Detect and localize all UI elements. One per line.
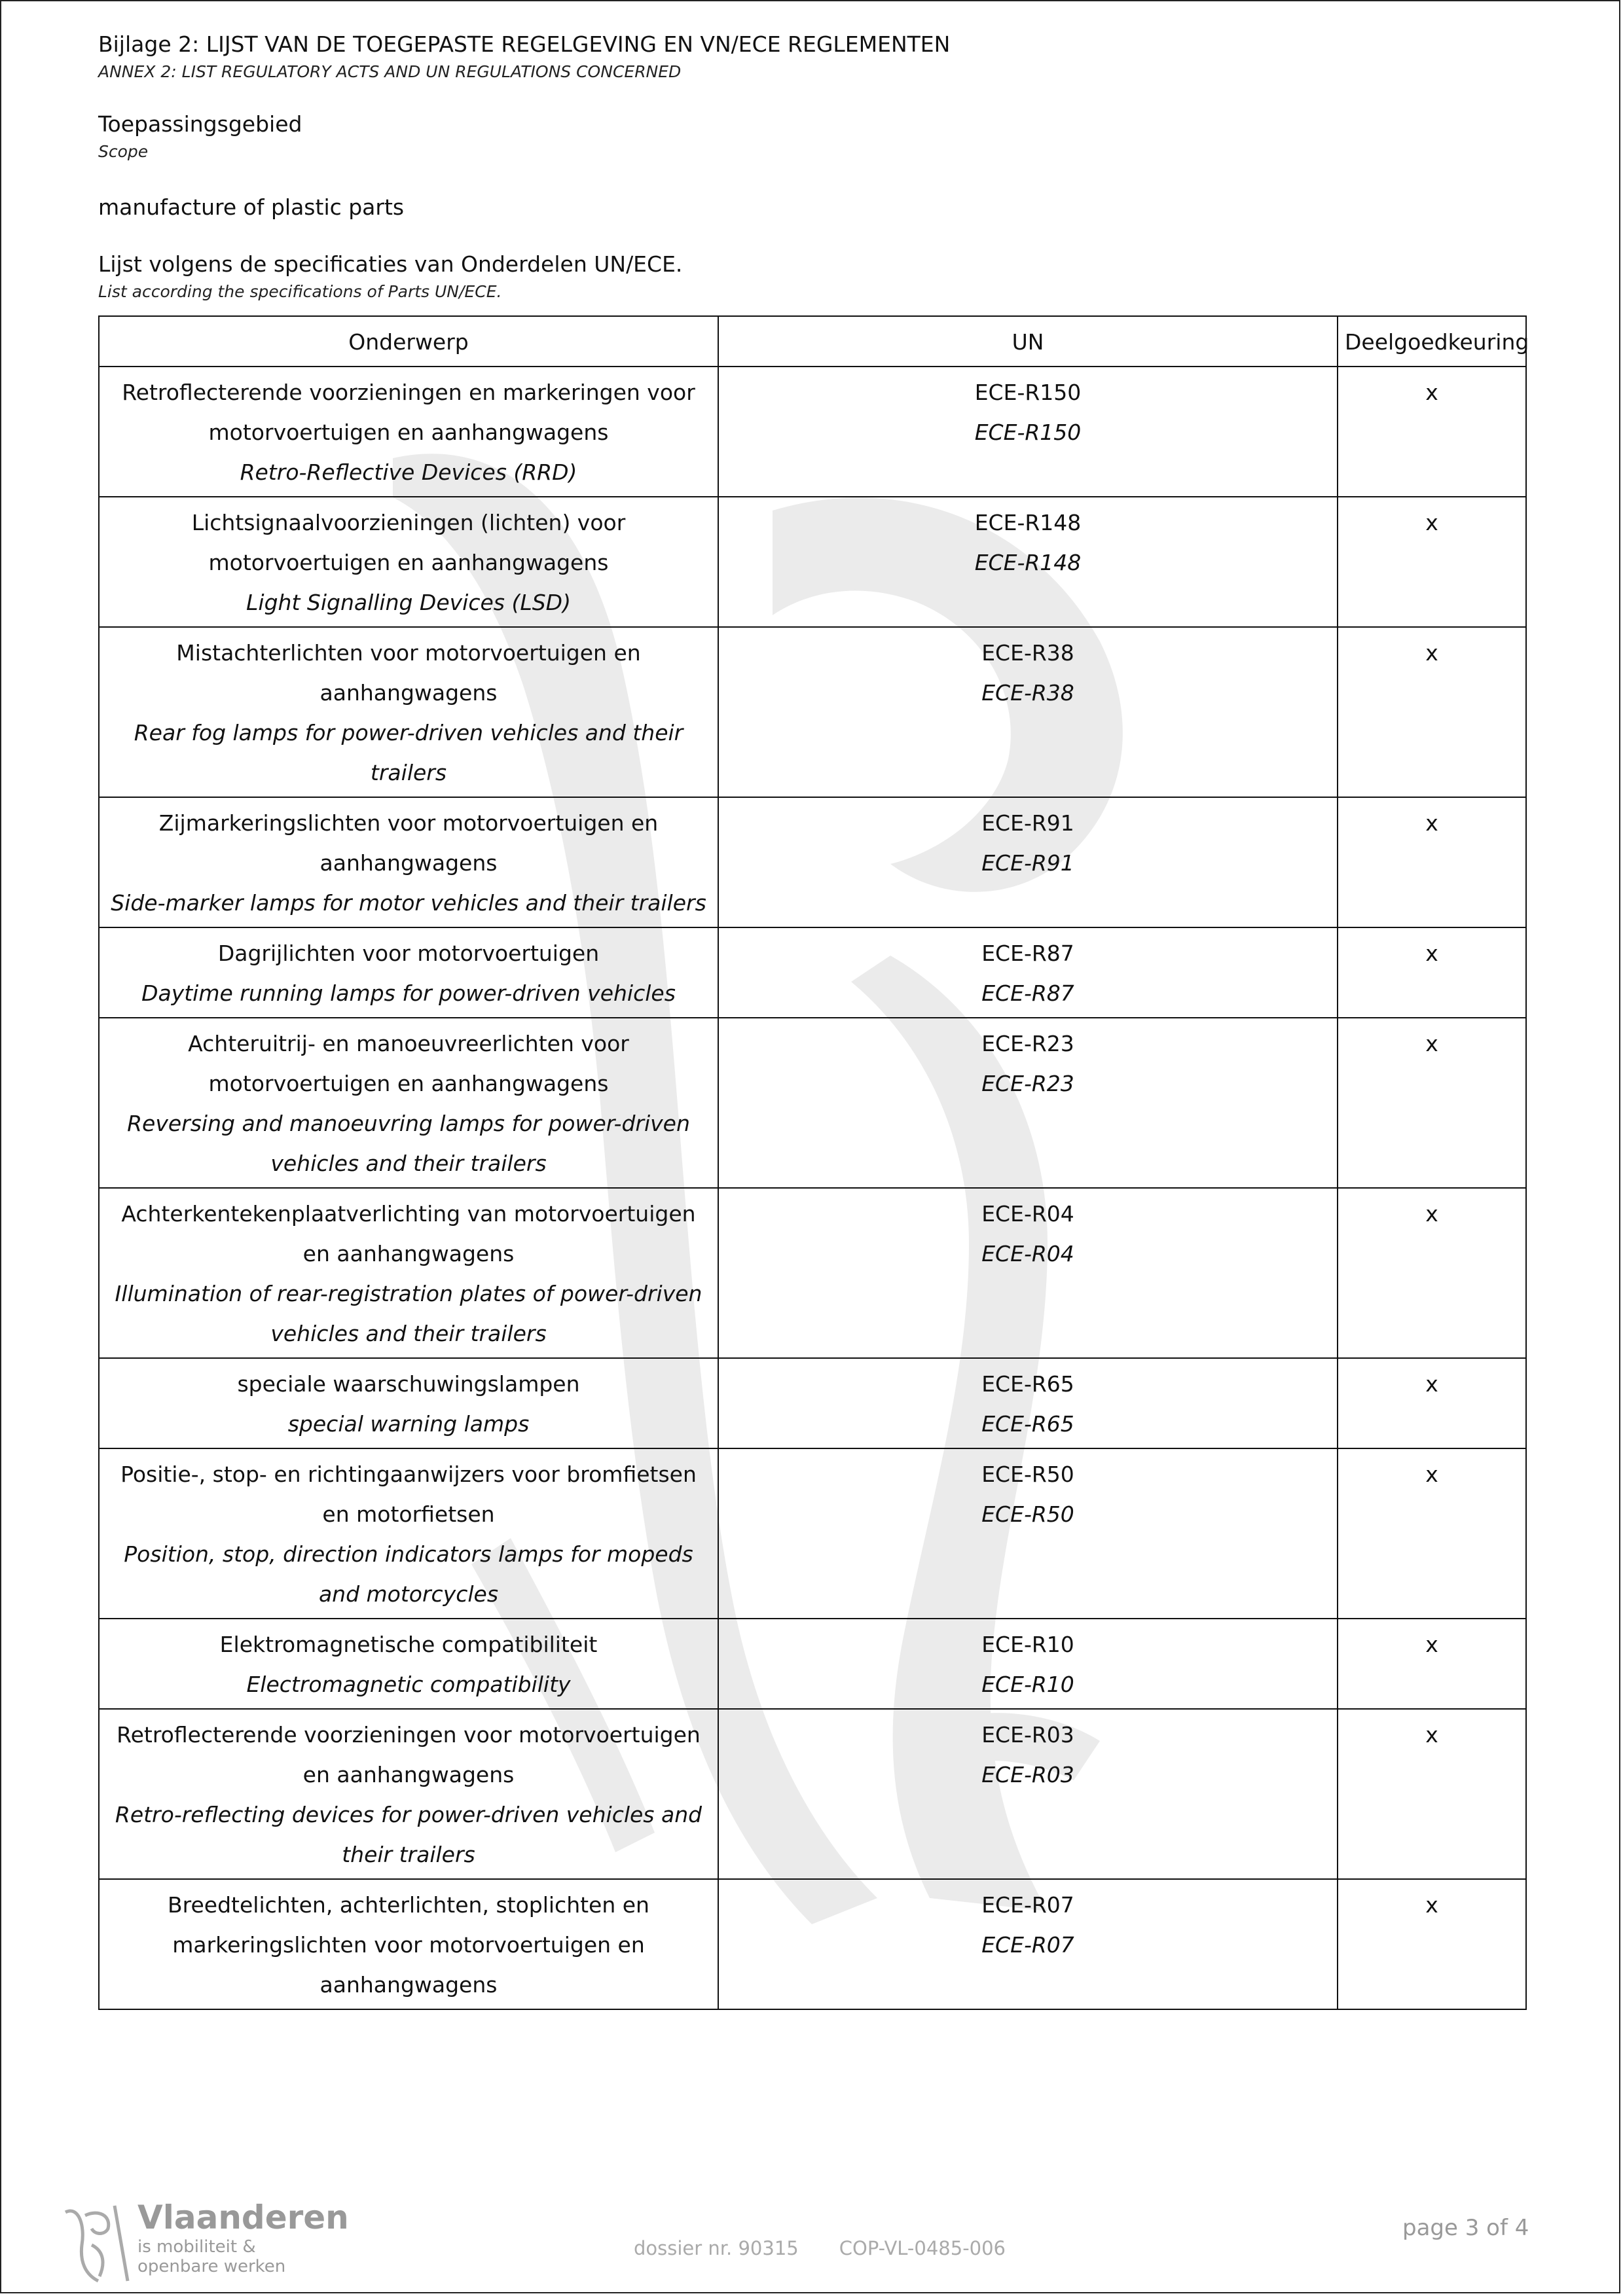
un-code-en: ECE-R03: [981, 1762, 1074, 1787]
subject-en: Retro-reflecting devices for power-driven vehicles and their trailers: [115, 1802, 702, 1867]
table-row: [99, 1709, 1526, 1879]
subject-nl: Breedtelichten, achterlichten, stoplichten en markeringslichten voor motorvoertuigen en aanhangwagens: [168, 1892, 649, 1998]
subject-en: Electromagnetic compatibility: [246, 1672, 571, 1697]
un-cell: [718, 497, 1338, 627]
un-code: ECE-R150: [974, 380, 1082, 405]
un-code: ECE-R65: [981, 1371, 1074, 1397]
approval-cell: x: [1338, 497, 1526, 627]
table-row: [99, 367, 1526, 497]
un-cell: [718, 1018, 1338, 1188]
un-code-en: ECE-R23: [981, 1071, 1074, 1096]
un-code: ECE-R91: [981, 810, 1074, 836]
regulations-table: [98, 315, 1527, 2010]
logo-main-text: Vlaanderen: [137, 2198, 349, 2236]
subject-en: special warning lamps: [287, 1411, 530, 1437]
table-header-row: [99, 316, 1526, 367]
subject-nl: Retroflecterende voorzieningen en markeringen voor motorvoertuigen en aanhangwagens: [122, 380, 695, 445]
subject-cell: [99, 1619, 718, 1709]
document-body: [98, 29, 1529, 2010]
approval-cell: x: [1338, 1358, 1526, 1448]
subject-nl: speciale waarschuwingslampen: [237, 1371, 580, 1397]
subject-cell: [99, 1879, 718, 2009]
annex-title: Bijlage 2: LIJST VAN DE TOEGEPASTE REGELGEVING EN VN/ECE REGLEMENTEN: [98, 31, 951, 57]
subject-cell: [99, 1448, 718, 1619]
un-code-en: ECE-R91: [981, 850, 1074, 876]
un-code: ECE-R87: [981, 941, 1074, 966]
subject-cell: [99, 1709, 718, 1879]
un-cell: [718, 1448, 1338, 1619]
scope-label: Toepassingsgebied: [98, 111, 302, 137]
subject-cell: [99, 927, 718, 1018]
table-row: [99, 1619, 1526, 1709]
subject-cell: [99, 627, 718, 797]
un-cell: [718, 797, 1338, 927]
subject-en: Reversing and manoeuvring lamps for power-driven vehicles and their trailers: [127, 1111, 690, 1176]
un-code-en: ECE-R07: [981, 1932, 1074, 1958]
un-code-en: ECE-R50: [981, 1501, 1074, 1527]
subject-en: Side-marker lamps for motor vehicles and their trailers: [111, 890, 706, 916]
table-row: [99, 1448, 1526, 1619]
un-code-en: ECE-R148: [974, 550, 1082, 575]
un-cell: [718, 927, 1338, 1018]
footer-reference: [634, 2237, 1046, 2259]
subject-cell: [99, 1018, 718, 1188]
approval-cell: x: [1338, 1619, 1526, 1709]
scope-value: manufacture of plastic parts: [98, 194, 405, 220]
approval-cell: x: [1338, 1018, 1526, 1188]
header-subject: Onderwerp: [99, 316, 718, 367]
un-code: ECE-R38: [981, 640, 1074, 666]
subject-nl: Zijmarkeringslichten voor motorvoertuigen en aanhangwagens: [158, 810, 659, 876]
subject-en: Daytime running lamps for power-driven vehicles: [141, 980, 676, 1006]
dossier-number: dossier nr. 90315: [634, 2237, 799, 2259]
un-code-en: ECE-R65: [981, 1411, 1074, 1437]
approval-cell: x: [1338, 927, 1526, 1018]
subject-en: Retro-Reflective Devices (RRD): [240, 459, 577, 485]
subject-nl: Mistachterlichten voor motorvoertuigen en aanhangwagens: [176, 640, 641, 706]
approval-cell: x: [1338, 797, 1526, 927]
subject-cell: [99, 497, 718, 627]
table-row: [99, 1879, 1526, 2009]
subject-nl: Positie-, stop- en richtingaanwijzers voor bromfietsen en motorfietsen: [120, 1462, 697, 1527]
subject-nl: Dagrijlichten voor motorvoertuigen: [217, 941, 600, 966]
un-cell: [718, 1879, 1338, 2009]
approval-cell: x: [1338, 1709, 1526, 1879]
approval-cell: x: [1338, 1188, 1526, 1358]
un-code-en: ECE-R38: [981, 680, 1074, 706]
un-code-en: ECE-R10: [981, 1672, 1074, 1697]
list-title-en: List according the specifications of Parts UN/ECE.: [98, 282, 502, 301]
approval-cell: x: [1338, 367, 1526, 497]
un-cell: [718, 627, 1338, 797]
subject-cell: [99, 367, 718, 497]
un-cell: [718, 1188, 1338, 1358]
table-row: [99, 497, 1526, 627]
subject-en: Light Signalling Devices (LSD): [246, 590, 571, 615]
subject-nl: Retroflecterende voorzieningen voor motorvoertuigen en aanhangwagens: [117, 1722, 701, 1787]
un-cell: [718, 1619, 1338, 1709]
un-code: ECE-R04: [981, 1201, 1074, 1227]
un-code: ECE-R148: [974, 510, 1082, 535]
header-approval: Deelgoedkeuring: [1338, 316, 1526, 367]
approval-cell: x: [1338, 1448, 1526, 1619]
page-number: page 3 of 4: [1402, 2215, 1529, 2241]
document-code: COP-VL-0485-006: [839, 2237, 1006, 2259]
un-code: ECE-R03: [981, 1722, 1074, 1748]
table-row: [99, 1358, 1526, 1448]
approval-cell: x: [1338, 1879, 1526, 2009]
un-code-en: ECE-R87: [981, 980, 1074, 1006]
subject-nl: Elektromagnetische compatibiliteit: [219, 1632, 598, 1657]
un-cell: [718, 367, 1338, 497]
subject-nl: Achterkentekenplaatverlichting van motorvoertuigen en aanhangwagens: [121, 1201, 696, 1266]
table-row: [99, 797, 1526, 927]
un-code: ECE-R23: [981, 1031, 1074, 1056]
un-code: ECE-R50: [981, 1462, 1074, 1487]
logo-sub-line-1: is mobiliteit &: [137, 2237, 256, 2257]
un-code-en: ECE-R150: [974, 420, 1082, 445]
annex-title-en: ANNEX 2: LIST REGULATORY ACTS AND UN REGULATIONS CONCERNED: [98, 62, 682, 81]
table-row: [99, 927, 1526, 1018]
un-code: ECE-R10: [981, 1632, 1074, 1657]
subject-en: Rear fog lamps for power-driven vehicles and their trailers: [134, 720, 684, 785]
header-un: UN: [718, 316, 1338, 367]
un-cell: [718, 1709, 1338, 1879]
list-title: Lijst volgens de specificaties van Onderdelen UN/ECE.: [98, 251, 683, 277]
table-row: [99, 1018, 1526, 1188]
subject-nl: Achteruitrij- en manoeuvreerlichten voor motorvoertuigen en aanhangwagens: [188, 1031, 629, 1096]
logo-sub-line-2: openbare werken: [137, 2257, 286, 2276]
subject-cell: [99, 797, 718, 927]
table-row: [99, 1188, 1526, 1358]
table-row: [99, 627, 1526, 797]
subject-cell: [99, 1188, 718, 1358]
vlaanderen-lion-logo-icon: [52, 2199, 131, 2284]
subject-en: Illumination of rear-registration plates of power-driven vehicles and their trailers: [115, 1281, 702, 1346]
subject-nl: Lichtsignaalvoorzieningen (lichten) voor motorvoertuigen en aanhangwagens: [191, 510, 626, 575]
subject-cell: [99, 1358, 718, 1448]
vlaanderen-logo: [137, 2198, 349, 2276]
un-cell: [718, 1358, 1338, 1448]
un-code: ECE-R07: [981, 1892, 1074, 1918]
scope-label-en: Scope: [98, 142, 149, 161]
subject-en: Position, stop, direction indicators lamps for mopeds and motorcycles: [124, 1541, 693, 1607]
approval-cell: x: [1338, 627, 1526, 797]
un-code-en: ECE-R04: [981, 1241, 1074, 1266]
